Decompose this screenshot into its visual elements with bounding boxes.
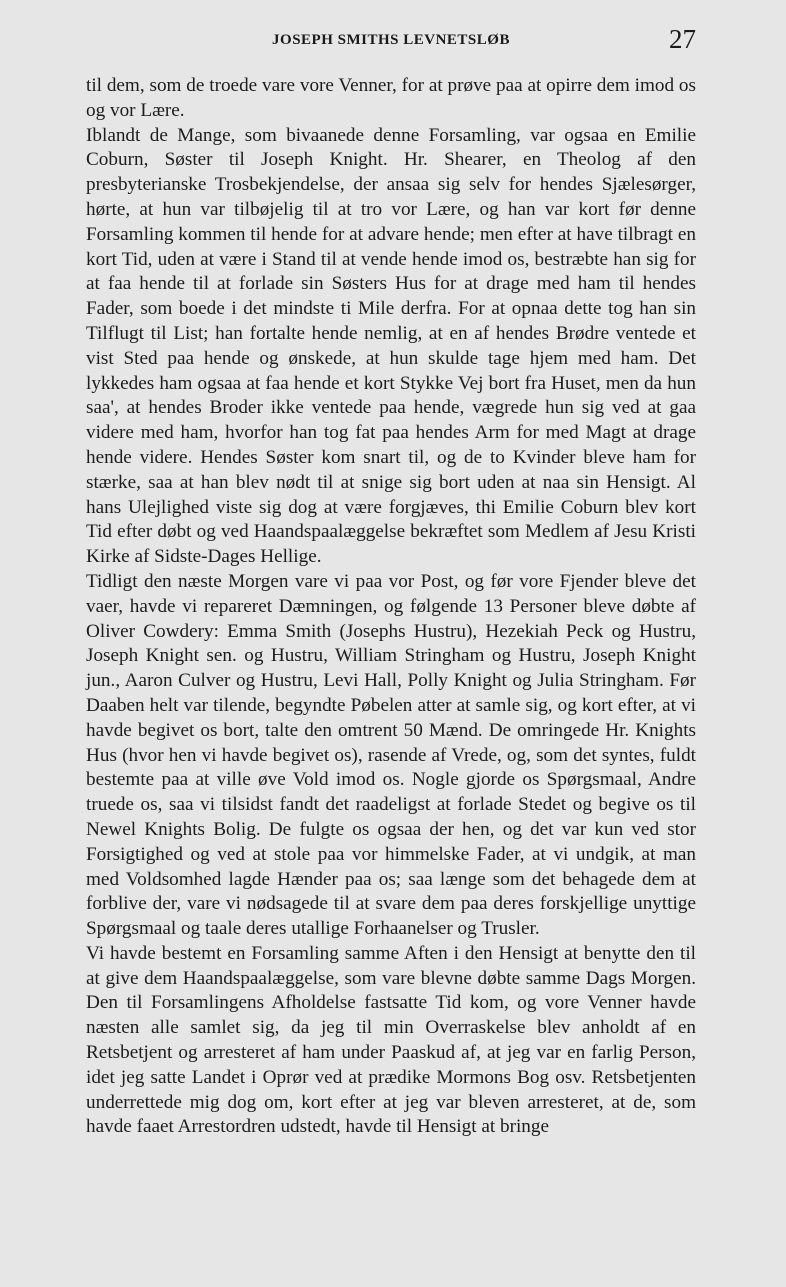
paragraph-arrest: Vi havde bestemt en Forsamling samme Aften i den Hensigt at benytte den til at give dem Haandspaalæggelse, som vare blevne døbte samme Dags Morgen. Den til Forsamlingens Afholdelse fastsatte Tid kom, og vore Venner havde næsten alle samlet sig, da jeg til min Overraskelse blev anholdt af en Retsbetjent og arresteret af ham under Paaskud af, at jeg var en farlig Person, idet jeg satte Landet i Oprør ved at prædike Mormons Bog osv. Retsbetjenten underrettede mig dog om, kort efter at jeg var bleven arresteret, at de, som havde faaet Arrestordren udstedt, havde til Hensigt at bringe (86, 942, 696, 1138)
running-title: JOSEPH SMITHS LEVNETSLØB (272, 32, 510, 48)
page-number: 27 (669, 24, 696, 54)
body-text (86, 74, 696, 1140)
paragraph-continuation: til dem, som de troede vare vore Venner, for at prøve paa at opirre dem imod os og vor Lære. (86, 75, 696, 121)
running-header (86, 24, 696, 58)
paragraph-baptisms: Tidligt den næste Morgen vare vi paa vor Post, og før vore Fjender bleve det vaer, havde vi repareret Dæmningen, og følgende 13 Personer bleve døbte af Oliver Cowdery: Emma Smith (Josephs Hustru), Hezekiah Peck og Hustru, Joseph Knight sen. og Hustru, William Stringham og Hustru, Joseph Knight jun., Aaron Culver og Hustru, Levi Hall, Polly Knight og Julia Stringham. Før Daaben helt var tilende, begyndte Pøbelen atter at samle sig, og kort efter, at vi havde begivet os bort, talte den omtrent 50 Mænd. De omringede Hr. Knights Hus (hvor hen vi havde begivet os), rasende af Vrede, og, som det syntes, fuldt bestemte paa at ville øve Vold imod os. Nogle gjorde os Spørgsmaal, Andre truede os, saa vi tilsidst fandt det raadeligst at forlade Stedet og begive os til Newel Knights Bolig. De fulgte os ogsaa der hen, og det var kun ved stor Forsigtighed og ved at stole paa vor himmelske Fader, at vi undgik, at man med Voldsomhed lagde Hænder paa os; saa længe som det behagede dem at forblive der, vare vi nødsagede til at svare dem paa deres forskjellige unyttige Spørgsmaal og taale deres utallige Forhaanelser og Trusler. (86, 570, 696, 940)
paragraph-emilie-coburn: Iblandt de Mange, som bivaanede denne Forsamling, var ogsaa en Emilie Coburn, Søster til Joseph Knight. Hr. Shearer, en Theolog af den presbyterianske Trosbekjendelse, der ansaa sig selv for hendes Sjælesørger, hørte, at hun var tilbøjelig til at tro vor Lære, og han var kort før denne Forsamling kommen til hende for at advare hende; men efter at have tilbragt en kort Tid, uden at være i Stand til at vende hende imod os, bestræbte han sig for at faa hende til at forlade sin Søsters Hus for at drage med ham til hendes Fader, som boede i det mindste ti Mile derfra. For at opnaa dette tog han sin Tilflugt til List; han fortalte hende nemlig, at en af hendes Brødre ventede et vist Sted paa hende og ønskede, at hun skulde tage hjem med ham. Det lykkedes ham ogsaa at faa hende et kort Stykke Vej bort fra Huset, men da hun saa', at hendes Broder ikke ventede paa hende, vægrede hun sig ved at gaa videre med ham, hvorfor han tog fat paa hendes Arm for med Magt at drage hende videre. Hendes Søster kom snart til, og de to Kvinder bleve ham for stærke, saa at han blev nødt til at snige sig bort uden at naa sin Hensigt. Al hans Ulejlighed viste sig dog at være forgjæves, thi Emilie Coburn blev kort Tid efter døbt og ved Haandspaalæggelse bekræftet som Medlem af Jesu Kristi Kirke af Sidste-Dages Hellige. (86, 124, 696, 568)
